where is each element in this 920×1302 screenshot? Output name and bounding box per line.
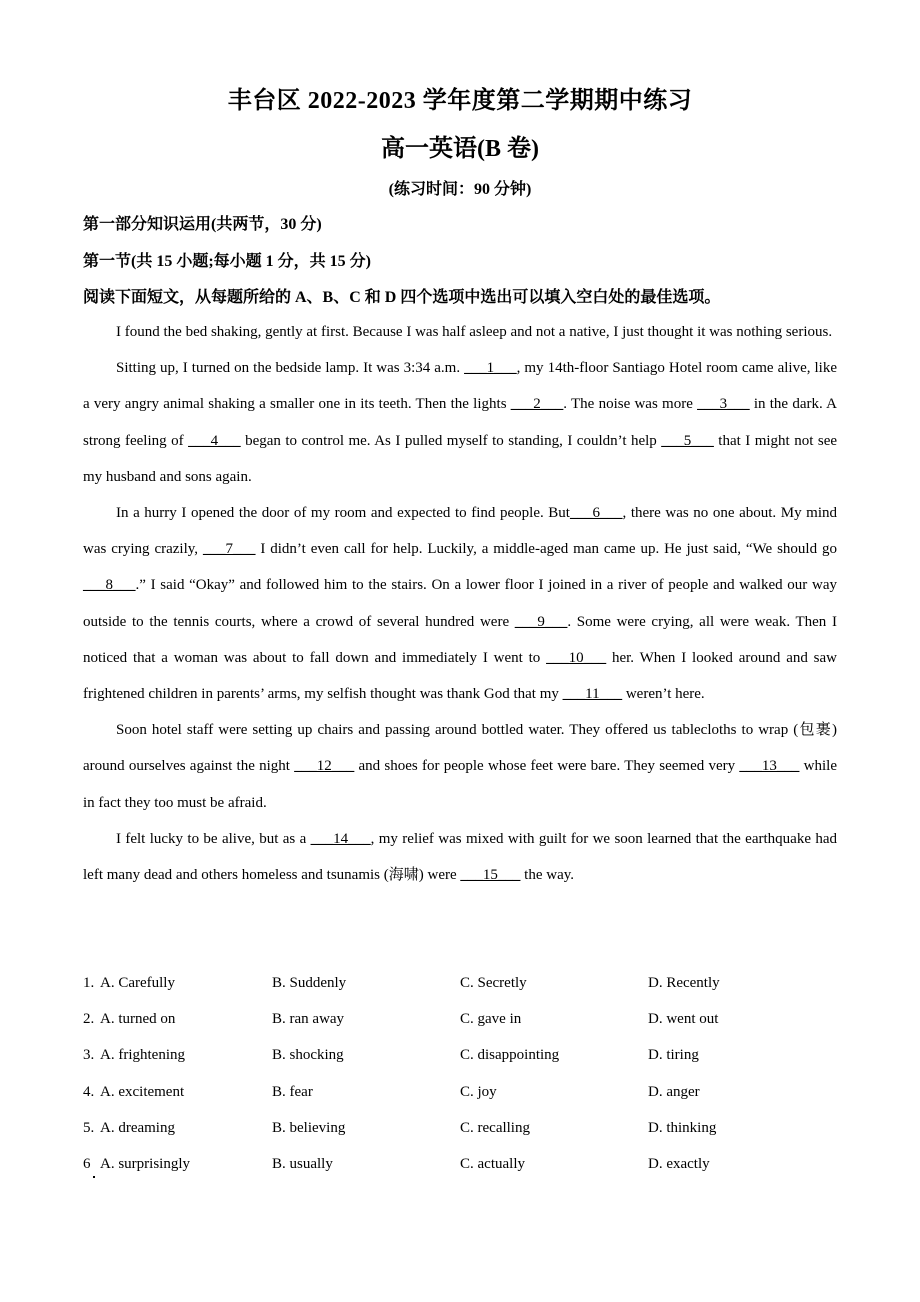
option-d: D. exactly (648, 1155, 710, 1172)
passage-text: weren’t here. (622, 686, 705, 703)
cloze-blank: ___1___ (464, 360, 517, 377)
exam-subtitle: 高一英语(B 卷) (381, 136, 539, 162)
cloze-blank: ___3___ (697, 396, 750, 413)
passage-text: , my 14th-floor Santiago Hotel room came alive, like a very angry animal shaking a smaller one in its teeth. Then the lights (83, 360, 837, 413)
option-b: B. shocking (272, 1047, 344, 1064)
option-d: D. thinking (648, 1119, 717, 1136)
option-c: C. recalling (460, 1119, 530, 1136)
option-d: D. Recently (648, 975, 720, 991)
passage-text: I didn’t even call for help. Luckily, a middle-aged man came up. He just said, “We should go (255, 541, 837, 558)
question-number: 2. (83, 1011, 95, 1028)
stray-mark (93, 1176, 95, 1178)
option-b: B. ran away (272, 1011, 345, 1028)
cloze-blank: ___10___ (546, 649, 607, 666)
passage-text: .” I said “Okay” and followed him to the stairs. On a lower floor I joined in a river of people and walked our way outside to the tennis courts, where a crowd of several hundred were (83, 577, 837, 630)
question-row (83, 1074, 837, 1110)
question-row (83, 1146, 837, 1182)
cloze-passage (83, 314, 837, 893)
cloze-blank: ___12___ (294, 758, 355, 775)
cloze-blank: ___2___ (510, 396, 564, 413)
part-heading: 第一部分知识运用(共两节，30 分) (83, 216, 322, 233)
passage-text: Sitting up, I turned on the bedside lamp. It was 3:34 a.m. (116, 360, 465, 377)
question-options (83, 965, 837, 1182)
question-number: 5. (83, 1119, 95, 1136)
option-a: A. Carefully (100, 975, 175, 991)
passage-text: , my relief was mixed with guilt for we soon learned that the earthquake had left many dead and others homeless and tsunamis (海啸) were (83, 830, 837, 884)
question-number: 4. (83, 1083, 95, 1100)
passage-text: I found the bed shaking, gently at first. Because I was half asleep and not a native, I just thought it was nothing serious. (116, 324, 833, 340)
passage-paragraph (83, 821, 837, 893)
option-b: B. usually (272, 1155, 333, 1172)
question-row (83, 1037, 837, 1073)
question-row (83, 1110, 837, 1146)
option-c: C. Secretly (460, 975, 527, 991)
passage-text: I felt lucky to be alive, but as a (116, 830, 311, 847)
question-row (83, 965, 837, 1001)
passage-paragraph (83, 495, 837, 712)
question-number: 3. (83, 1047, 95, 1064)
option-d: D. tiring (648, 1047, 699, 1064)
passage-text: , there was no one about. My mind was crying crazily, (83, 505, 837, 558)
option-b: B. believing (272, 1119, 346, 1136)
cloze-blank: ___7___ (202, 541, 256, 558)
passage-text: began to control me. As I pulled myself to standing, I couldn’t help (240, 432, 662, 449)
option-a: A. turned on (100, 1011, 176, 1028)
option-a: A. surprisingly (100, 1155, 190, 1172)
passage-text: . Some were crying, all were weak. Then I noticed that a woman was about to fall down and immediately I went to (83, 613, 837, 666)
exam-title: 丰台区 2022-2023 学年度第二学期期中练习 (227, 88, 693, 114)
cloze-blank: ___6___ (569, 505, 623, 522)
question-row (83, 1001, 837, 1037)
passage-paragraph (83, 712, 837, 821)
option-d: D. anger (648, 1083, 700, 1100)
passage-text: that I might not see my husband and sons again. (83, 432, 838, 485)
passage-text: . The noise was more (563, 396, 698, 413)
passage-text: and shoes for people whose feet were bare. They seemed very (354, 758, 740, 775)
cloze-blank: ___8___ (83, 577, 136, 594)
option-a: A. dreaming (100, 1119, 175, 1136)
option-b: B. Suddenly (272, 975, 347, 991)
passage-paragraph (83, 314, 837, 350)
question-number: 1. (83, 975, 95, 991)
option-c: C. gave in (460, 1011, 522, 1028)
cloze-blank: ___13___ (739, 758, 800, 775)
exam-time: (练习时间：90 分钟) (388, 181, 532, 198)
option-b: B. fear (272, 1083, 313, 1100)
passage-paragraph (83, 350, 837, 495)
passage-text: Soon hotel staff were setting up chairs and passing around bottled water. They offered us tablecloths to wrap (包裹) around ourselves against the night (83, 722, 837, 775)
option-c: C. actually (460, 1155, 525, 1172)
cloze-blank: ___14___ (310, 830, 371, 847)
passage-text: the way. (520, 867, 574, 884)
instruction-text: 阅读下面短文，从每题所给的 A、B、C 和 D 四个选项中选出可以填入空白处的最佳选项。 (83, 289, 721, 306)
option-a: A. frightening (100, 1047, 185, 1064)
option-a: A. excitement (100, 1083, 185, 1100)
cloze-blank: ___11___ (562, 686, 623, 703)
option-c: C. disappointing (460, 1047, 560, 1064)
section-heading: 第一节(共 15 小题;每小题 1 分，共 15 分) (83, 253, 371, 270)
cloze-blank: ___9___ (514, 613, 568, 630)
cloze-blank: ___4___ (188, 432, 241, 449)
passage-text: in the dark. A strong feeling of (83, 396, 837, 449)
question-number: 6 (83, 1155, 91, 1172)
option-c: C. joy (460, 1083, 497, 1100)
passage-text: while in fact they too must be afraid. (83, 758, 837, 811)
option-d: D. went out (648, 1011, 719, 1028)
cloze-blank: ___5___ (661, 432, 714, 449)
cloze-blank: ___15___ (460, 867, 521, 884)
passage-text: her. When I looked around and saw frightened children in parents’ arms, my selfish thought was thank God that my (83, 649, 838, 703)
passage-text: In a hurry I opened the door of my room and expected to find people. But (116, 505, 570, 522)
